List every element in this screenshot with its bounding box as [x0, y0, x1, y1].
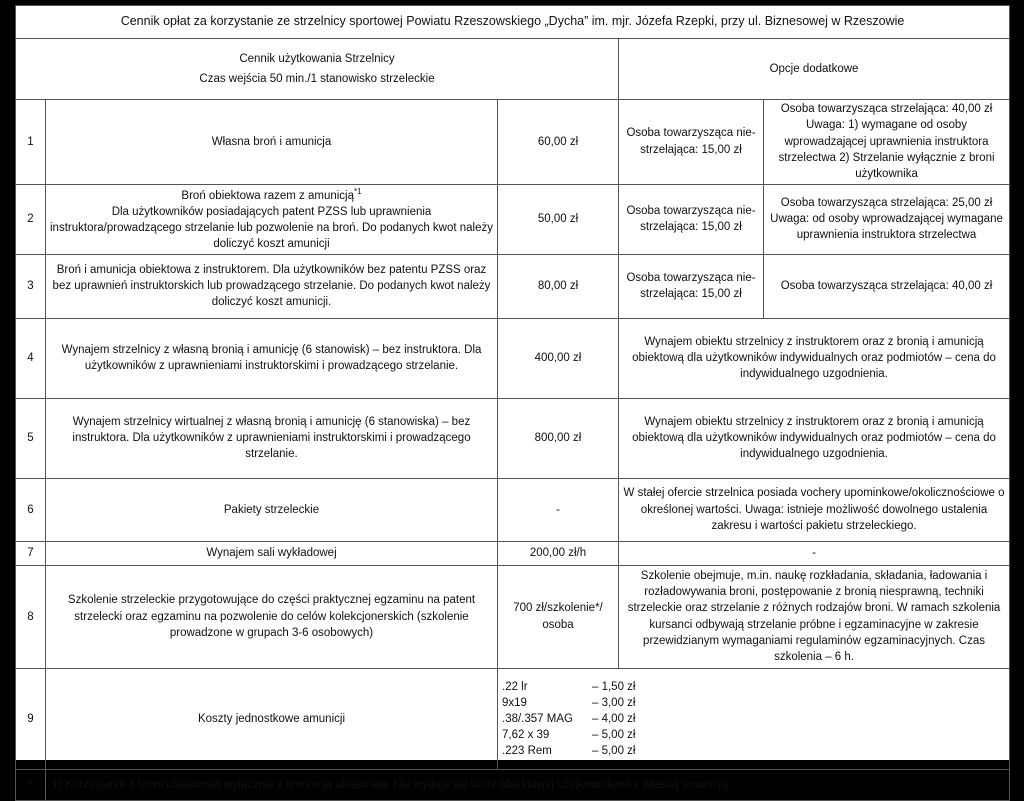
ammo-price: – 5,00 zł	[592, 744, 636, 757]
ammo-price: – 3,00 zł	[592, 696, 636, 709]
ammo-name: .22 lr	[502, 680, 528, 693]
row-number: 1	[16, 100, 46, 185]
row-option-companion-shooting: Osoba towarzysząca strzelająca: 40,00 zł Uwaga: 1) wymagane od osoby wprowadzającej uprawnienia instruktora strzelectwa 2) Strzelanie wyłącznie z broni użytkownika	[764, 100, 1010, 185]
table-row	[16, 478, 1010, 541]
row-price: 200,00 zł/h	[498, 541, 619, 565]
list-item	[502, 679, 1005, 695]
row-description: Pakiety strzeleckie	[46, 478, 498, 541]
row-price: 800,00 zł	[498, 398, 619, 478]
footnote-row	[16, 769, 1010, 800]
row-option: W stałej ofercie strzelnica posiada vochery upominkowe/okolicznościowe o określonej wartości. Uwaga: istnieje możliwość dowolnego ustalenia zakresu i wartości pakietu strzeleckiego.	[619, 478, 1010, 541]
row-description: Szkolenie strzeleckie przygotowujące do części praktycznej egzaminu na patent strzelecki oraz egzaminu na pozwolenie do celów kolekcjonerskich (szkolenie prowadzone w grupach 3-6 osobowych)	[46, 565, 498, 668]
ammo-price: – 5,00 zł	[592, 728, 636, 741]
row-option-companion-nonshooting: Osoba towarzysząca nie-strzelająca: 15,00 zł	[619, 100, 764, 185]
pricing-header-title: Cennik użytkowania Strzelnicy	[239, 52, 395, 65]
row-description: Koszty jednostkowe amunicji	[46, 668, 498, 769]
row-number: 5	[16, 398, 46, 478]
row-price: 60,00 zł	[498, 100, 619, 185]
price-list-document	[15, 5, 1009, 791]
row-option-companion-shooting: Osoba towarzysząca strzelająca: 25,00 zł Uwaga: od osoby wprowadzającej wymagane uprawnienia instruktora strzelectwa	[764, 184, 1010, 254]
row-number: 8	[16, 565, 46, 668]
row-price: 50,00 zł	[498, 184, 619, 254]
list-item	[502, 711, 1005, 727]
row-description: Wynajem strzelnicy z własną bronią i amunicję (6 stanowisk) – bez instruktora. Dla użytkowników z uprawnieniami instruktorskimi i prowadzącego strzelanie.	[46, 318, 498, 398]
pricing-header-subtitle: Czas wejścia 50 min./1 stanowisko strzeleckie	[199, 73, 435, 85]
row-description: Broń i amunicja obiektowa z instruktorem. Dla użytkowników bez patentu PZSS oraz bez uprawnień instruktorskich lub prowadzącego strzelanie. Do podanych kwot należy doliczyć koszt amunicji.	[46, 254, 498, 318]
row-option-companion-shooting: Osoba towarzysząca strzelająca: 40,00 zł	[764, 254, 1010, 318]
ammo-name: .38/.357 MAG	[502, 712, 573, 725]
row-number: 4	[16, 318, 46, 398]
ammo-price-list	[498, 668, 1010, 769]
row-number: 6	[16, 478, 46, 541]
row-option-companion-nonshooting: Osoba towarzysząca nie-strzelająca: 15,00 zł	[619, 254, 764, 318]
price-table	[15, 5, 1010, 801]
row-option: Wynajem obiektu strzelnicy z instruktorem oraz z bronią i amunicją obiektową dla użytkowników indywidualnych oraz podmiotów – cena do indywidualnego uzgodnienia.	[619, 398, 1010, 478]
table-row	[16, 318, 1010, 398]
row-price: 700 zł/szkolenie*/ osoba	[498, 565, 619, 668]
table-row	[16, 565, 1010, 668]
row-description-title: Broń obiektowa razem z amunicją	[181, 189, 355, 202]
footnote-text: 1) Korzystanie z broni obiektowej wyłącznie z amunicją obiektową. Nie wydaje się broni obiektowej użytkownikowi z własną amunicją.	[46, 769, 1010, 800]
row-number: 9	[16, 668, 46, 769]
row-description: Wynajem strzelnicy wirtualnej z własną bronią i amunicję (6 stanowiska) – bez instruktora. Dla użytkowników z uprawnieniami instruktorskimi i prowadzącego strzelanie.	[46, 398, 498, 478]
row-number: 3	[16, 254, 46, 318]
table-row	[16, 100, 1010, 185]
footnote-mark: *	[16, 769, 46, 800]
row-option: -	[619, 541, 1010, 565]
list-item	[502, 727, 1005, 743]
table-row	[16, 254, 1010, 318]
list-item	[502, 695, 1005, 711]
list-item	[502, 743, 1005, 759]
ammo-name: .223 Rem	[502, 744, 552, 757]
ammo-price: – 1,50 zł	[592, 680, 636, 693]
row-price: 80,00 zł	[498, 254, 619, 318]
row-option: Wynajem obiektu strzelnicy z instruktorem oraz z bronią i amunicją obiektową dla użytkowników indywidualnych oraz podmiotów – cena do indywidualnego uzgodnienia.	[619, 318, 1010, 398]
row-option-companion-nonshooting: Osoba towarzysząca nie-strzelająca: 15,00 zł	[619, 184, 764, 254]
row-price: 400,00 zł	[498, 318, 619, 398]
row-number: 7	[16, 541, 46, 565]
row-description: Wynajem sali wykładowej	[46, 541, 498, 565]
options-header: Opcje dodatkowe	[619, 39, 1010, 100]
table-row	[16, 184, 1010, 254]
row-option: Szkolenie obejmuje, m.in. naukę rozkładania, składania, ładowania i rozładowywania broni, postępowanie z bronią niesprawną, techniki strzeleckie oraz strzelanie z różnych rodzajów broni. W ramach szkolenia kursanci odbywają strzelanie próbne i egzaminacyjne w zakresie przewidzianym wymaganiami regulaminów egzaminacyjnych. Czas szkolenia – 6 h.	[619, 565, 1010, 668]
table-row	[16, 541, 1010, 565]
footnote-ref: *1	[354, 186, 362, 196]
row-number: 2	[16, 184, 46, 254]
table-row	[16, 398, 1010, 478]
row-price: -	[498, 478, 619, 541]
ammo-name: 9x19	[502, 696, 527, 709]
document-title: Cennik opłat za korzystanie ze strzelnicy sportowej Powiatu Rzeszowskiego „Dycha” im. mjr. Józefa Rzepki, przy ul. Biznesowej w Rzeszowie	[16, 6, 1010, 39]
table-row	[16, 668, 1010, 769]
row-description-body: Dla użytkowników posiadających patent PZSS lub uprawnienia instruktora/prowadzącego strzelanie lub pozwolenie na broń. Do podanych kwot należy doliczyć koszt amunicji	[50, 205, 494, 251]
row-description	[46, 184, 498, 254]
row-description: Własna broń i amunicja	[46, 100, 498, 185]
ammo-price: – 4,00 zł	[592, 712, 636, 725]
pricing-header	[16, 39, 619, 100]
ammo-name: 7,62 x 39	[502, 728, 550, 741]
